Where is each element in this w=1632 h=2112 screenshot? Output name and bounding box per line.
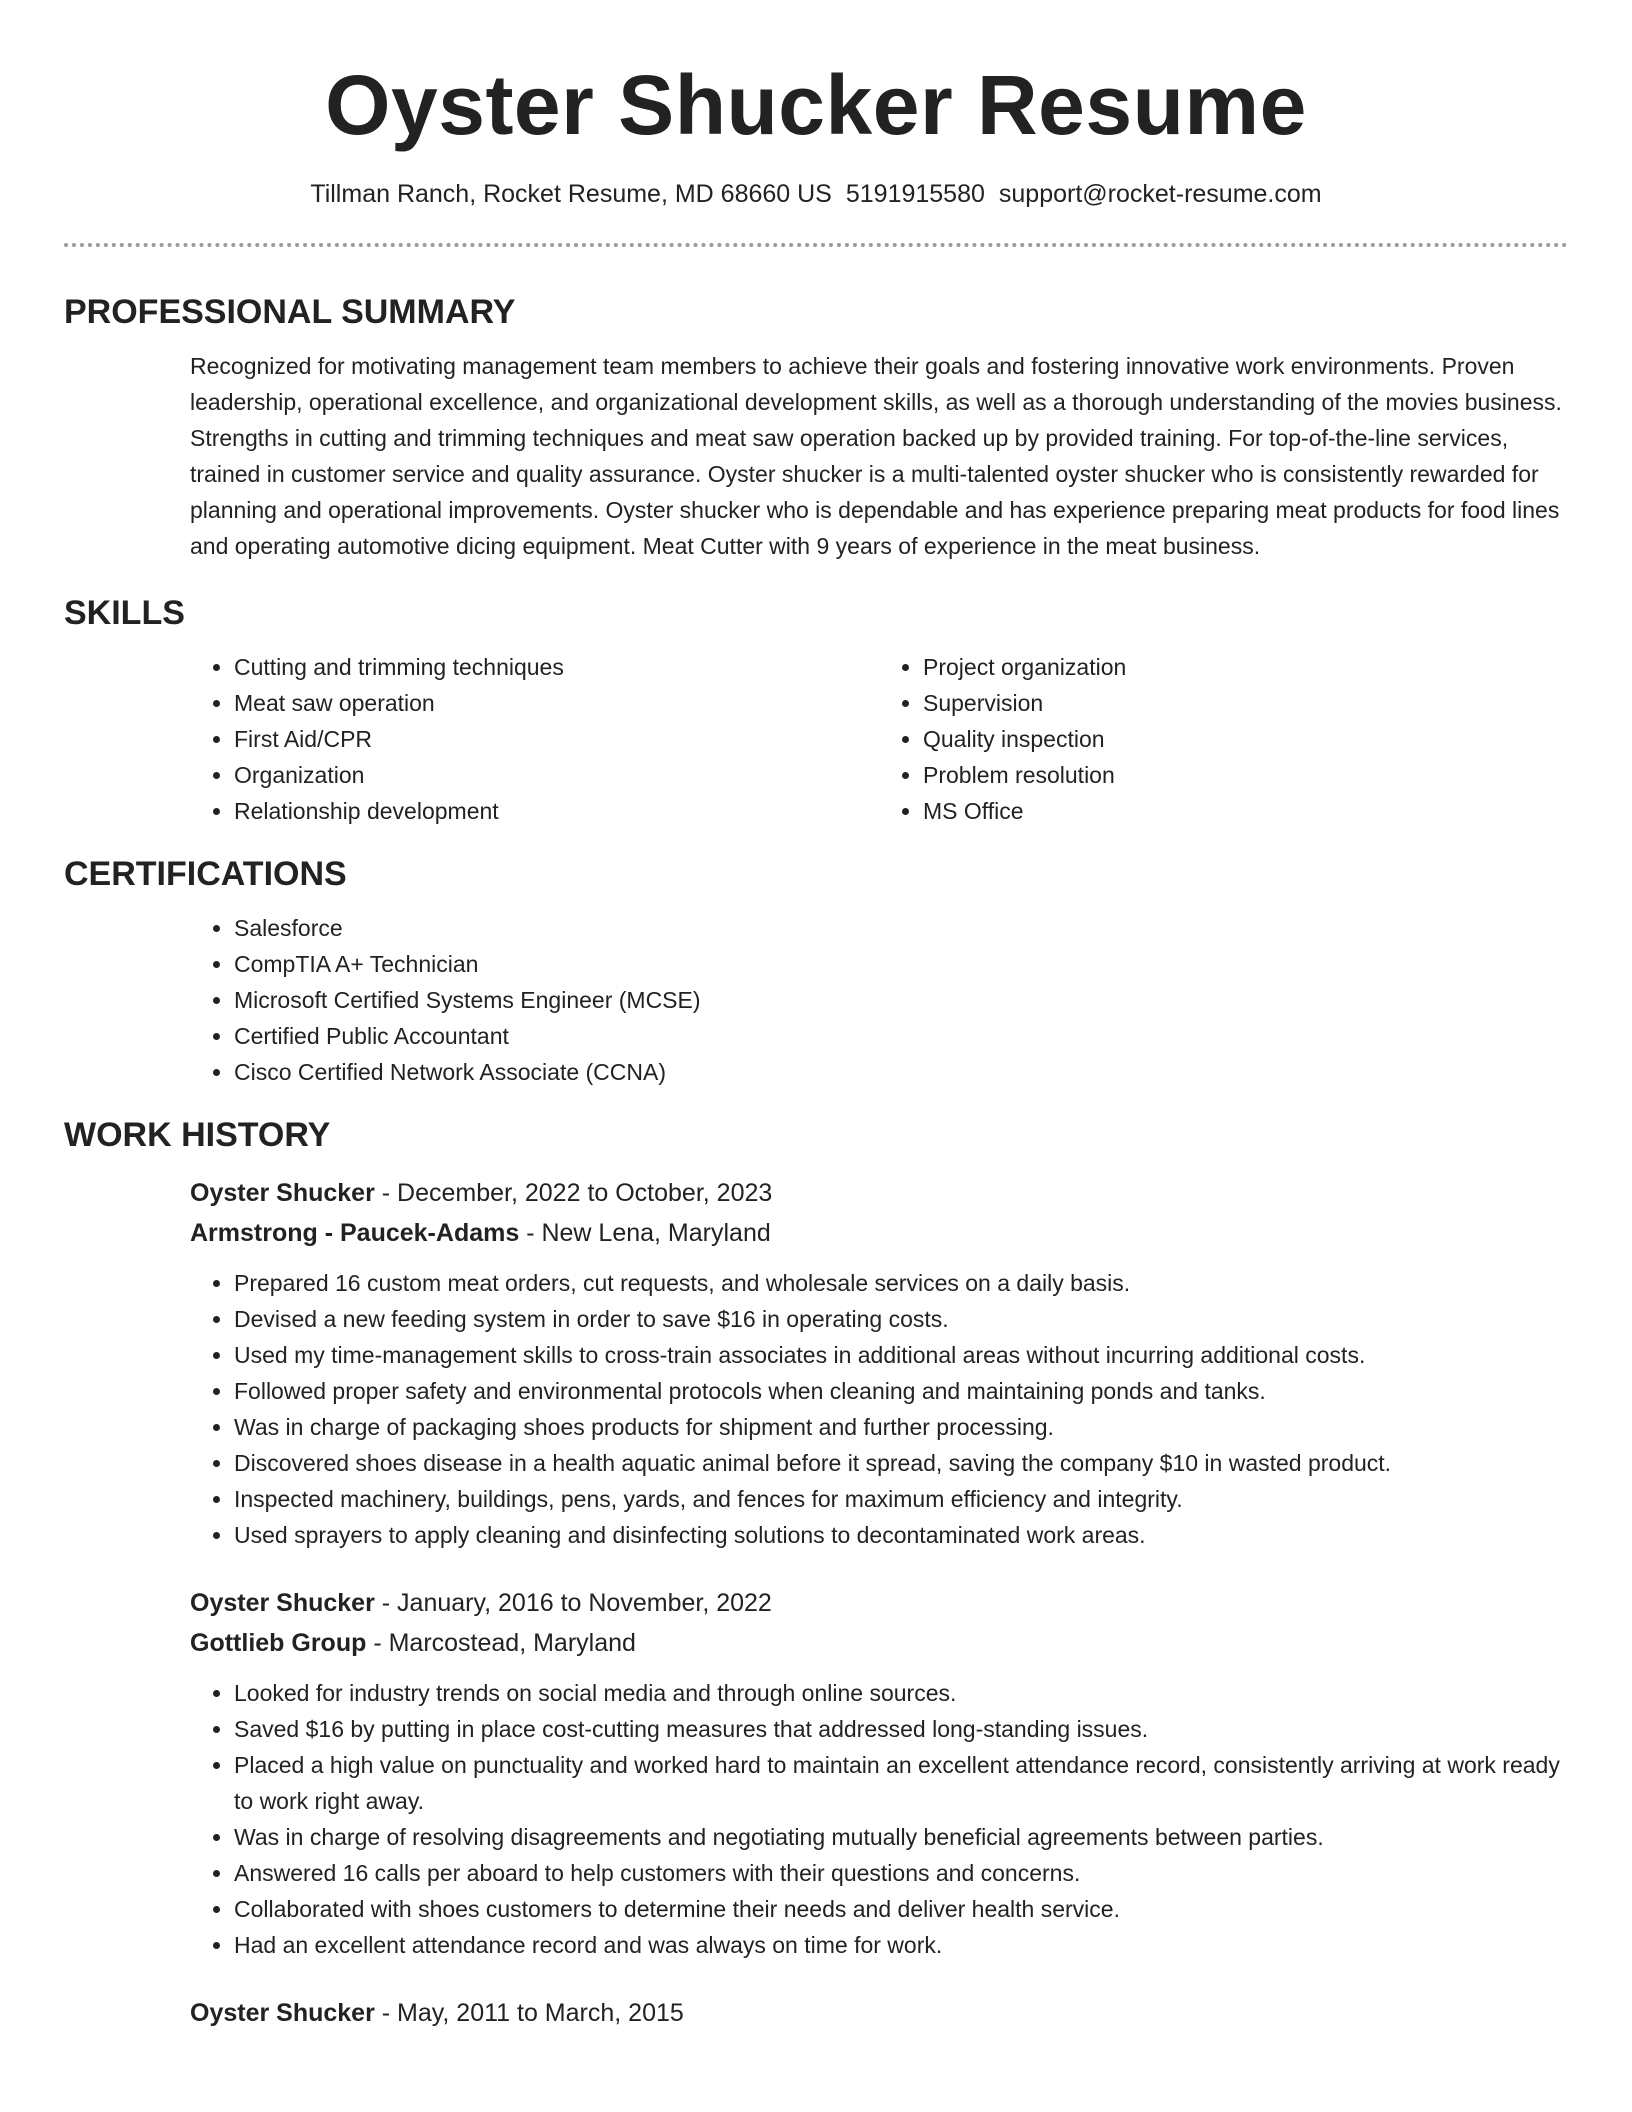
job-bullet: • Inspected machinery, buildings, pens, yards, and fences for maximum efficiency and integrity. bbox=[234, 1481, 1568, 1517]
job-bullets bbox=[190, 1675, 1568, 1963]
job-title-line bbox=[190, 1173, 1568, 1213]
job-title: Oyster Shucker bbox=[190, 1179, 375, 1207]
summary-heading: PROFESSIONAL SUMMARY bbox=[64, 293, 516, 331]
job-entry bbox=[190, 1583, 1568, 1963]
skill-item: • First Aid/CPR bbox=[234, 721, 879, 757]
skill-item: • Quality inspection bbox=[923, 721, 1568, 757]
job-bullet: • Was in charge of resolving disagreements and negotiating mutually beneficial agreements between parties. bbox=[234, 1819, 1568, 1855]
job-bullets bbox=[190, 1265, 1568, 1553]
skills-list-left bbox=[190, 649, 879, 829]
job-company-line bbox=[190, 1213, 1568, 1253]
skill-item: • Supervision bbox=[923, 685, 1568, 721]
job-bullet: • Answered 16 calls per aboard to help customers with their questions and concerns. bbox=[234, 1855, 1568, 1891]
skill-item: • Cutting and trimming techniques bbox=[234, 649, 879, 685]
resume-title: Oyster Shucker Resume bbox=[325, 58, 1307, 152]
job-title-line bbox=[190, 1583, 1568, 1623]
work-history-heading: WORK HISTORY bbox=[64, 1116, 331, 1154]
certifications-section bbox=[190, 910, 1568, 1090]
skills-heading: SKILLS bbox=[64, 594, 185, 632]
job-bullet: • Used sprayers to apply cleaning and disinfecting solutions to decontaminated work areas. bbox=[234, 1517, 1568, 1553]
certification-item: • CompTIA A+ Technician bbox=[234, 946, 1568, 982]
skill-item: • Relationship development bbox=[234, 793, 879, 829]
job-dates: - January, 2016 to November, 2022 bbox=[374, 1589, 772, 1617]
contact-phone: 5191915580 bbox=[845, 180, 985, 208]
job-bullet: • Was in charge of packaging shoes products for shipment and further processing. bbox=[234, 1409, 1568, 1445]
job-title: Oyster Shucker bbox=[190, 1589, 375, 1617]
job-bullet: • Collaborated with shoes customers to determine their needs and deliver health service. bbox=[234, 1891, 1568, 1927]
skills-section bbox=[190, 649, 1568, 829]
job-company-line bbox=[190, 1623, 1568, 1663]
job-bullet: • Placed a high value on punctuality and worked hard to maintain an excellent attendance record, consistently arriving at work ready to work right away. bbox=[234, 1747, 1568, 1819]
job-bullet: • Prepared 16 custom meat orders, cut requests, and wholesale services on a daily basis. bbox=[234, 1265, 1568, 1301]
job-title-line bbox=[190, 1993, 1568, 2033]
job-bullet: • Saved $16 by putting in place cost-cutting measures that addressed long-standing issues. bbox=[234, 1711, 1568, 1747]
job-bullet: • Discovered shoes disease in a health aquatic animal before it spread, saving the company $10 in wasted product. bbox=[234, 1445, 1568, 1481]
job-location: - New Lena, Maryland bbox=[519, 1219, 771, 1247]
certification-item: • Salesforce bbox=[234, 910, 1568, 946]
job-bullet: • Looked for industry trends on social media and through online sources. bbox=[234, 1675, 1568, 1711]
skill-item: • MS Office bbox=[923, 793, 1568, 829]
certification-item: • Certified Public Accountant bbox=[234, 1018, 1568, 1054]
header-divider bbox=[64, 243, 1568, 247]
job-company: Armstrong - Paucek-Adams bbox=[190, 1219, 520, 1247]
skill-item: • Problem resolution bbox=[923, 757, 1568, 793]
certification-item: • Microsoft Certified Systems Engineer (MCSE) bbox=[234, 982, 1568, 1018]
job-bullet: • Followed proper safety and environmental protocols when cleaning and maintaining ponds and tanks. bbox=[234, 1373, 1568, 1409]
job-location: - Marcostead, Maryland bbox=[366, 1629, 636, 1657]
job-bullet: • Devised a new feeding system in order to save $16 in operating costs. bbox=[234, 1301, 1568, 1337]
certifications-heading: CERTIFICATIONS bbox=[64, 855, 347, 893]
skill-item: • Organization bbox=[234, 757, 879, 793]
certification-item: • Cisco Certified Network Associate (CCNA) bbox=[234, 1054, 1568, 1090]
job-bullet: • Had an excellent attendance record and was always on time for work. bbox=[234, 1927, 1568, 1963]
job-bullet: • Used my time-management skills to cross-train associates in additional areas without incurring additional costs. bbox=[234, 1337, 1568, 1373]
contact-email: support@rocket-resume.com bbox=[998, 180, 1322, 208]
job-dates: - May, 2011 to March, 2015 bbox=[374, 1999, 684, 2027]
skill-item: • Project organization bbox=[923, 649, 1568, 685]
job-entry bbox=[190, 1993, 1568, 2033]
contact-line bbox=[64, 178, 1568, 210]
certifications-list bbox=[190, 910, 1568, 1090]
summary-text: Recognized for motivating management team members to achieve their goals and fostering innovative work environments. Proven leadership, operational excellence, and organizational development skills, as well as a thorough understanding of the movies business. Strengths in cutting and trimming techniques and meat saw operation backed up by provided training. For top-of-the-line services, trained in customer service and quality assurance. Oyster shucker is a multi-talented oyster shucker who is consistently rewarded for planning and operational improvements. Oyster shucker who is dependable and has experience preparing meat products for food lines and operating automotive dicing equipment. Meat Cutter with 9 years of experience in the meat business. bbox=[190, 353, 1562, 559]
job-company: Gottlieb Group bbox=[190, 1629, 367, 1657]
job-entry bbox=[190, 1173, 1568, 1553]
job-dates: - December, 2022 to October, 2023 bbox=[374, 1179, 773, 1207]
job-title: Oyster Shucker bbox=[190, 1999, 375, 2027]
summary-section bbox=[190, 348, 1568, 564]
contact-address: Tillman Ranch, Rocket Resume, MD 68660 US bbox=[310, 180, 832, 208]
skills-list-right bbox=[879, 649, 1568, 829]
skill-item: • Meat saw operation bbox=[234, 685, 879, 721]
